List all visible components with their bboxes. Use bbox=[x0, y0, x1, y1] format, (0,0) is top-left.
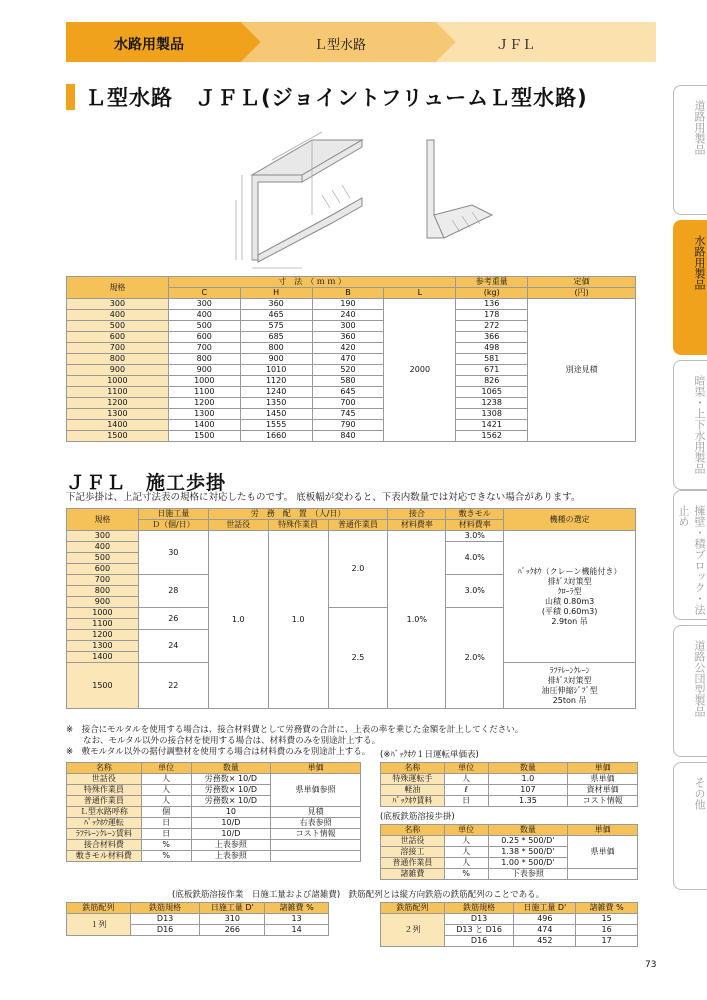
table-cell: 16 bbox=[576, 925, 638, 936]
side-tab-waterway[interactable]: 水路用製品 bbox=[673, 220, 707, 355]
arrangement-cell: ２列 bbox=[381, 914, 445, 947]
header-row bbox=[381, 903, 638, 914]
c-cell: 1200 bbox=[168, 398, 240, 409]
table-cell: コスト情報 bbox=[568, 796, 638, 807]
name-cell: 接合材料費 bbox=[67, 840, 142, 851]
rebar-table-1 bbox=[66, 902, 329, 936]
b-cell: 580 bbox=[312, 376, 384, 387]
th-l: L bbox=[384, 288, 456, 299]
weight-cell: 671 bbox=[456, 365, 528, 376]
empty-cell bbox=[568, 869, 638, 880]
column-header: 諸雑費 % bbox=[576, 903, 638, 914]
table-cell: 496 bbox=[514, 914, 576, 925]
unit-price-table bbox=[66, 762, 361, 862]
unit-cell: 人 bbox=[444, 847, 488, 858]
column-header: 数量 bbox=[488, 825, 568, 836]
table-row bbox=[381, 869, 638, 880]
table-row bbox=[67, 914, 329, 925]
th-kg: (kg) bbox=[456, 288, 528, 299]
name-cell: ﾊﾞｯｸﾎｳ運転 bbox=[67, 818, 142, 829]
l-cell: 2000 bbox=[384, 299, 456, 442]
column-header: 日施工量 D' bbox=[200, 903, 265, 914]
column-header: 名称 bbox=[381, 763, 445, 774]
name-cell: 特殊運転手 bbox=[381, 774, 445, 785]
rebar-table-2 bbox=[380, 902, 638, 947]
side-tab-culvert[interactable]: 暗渠・上下水用製品 bbox=[673, 360, 707, 490]
spec-cell: 1400 bbox=[67, 420, 169, 431]
h-cell: 1350 bbox=[240, 398, 312, 409]
table-cell: 15 bbox=[576, 914, 638, 925]
unit-cell: 個 bbox=[141, 807, 191, 818]
th-dimensions: 寸 法 （ ｍ ｍ ） bbox=[168, 277, 455, 288]
h-cell: 1120 bbox=[240, 376, 312, 387]
c-cell: 1500 bbox=[168, 431, 240, 442]
name-cell: 諸雑費 bbox=[381, 869, 445, 880]
th2-mortar2: 材料費率 bbox=[446, 520, 504, 531]
spec-cell: 500 bbox=[67, 321, 169, 332]
labor-table bbox=[66, 508, 636, 709]
qty-cell: 上表参照 bbox=[191, 840, 271, 851]
mortar-cell: 3.0% bbox=[446, 531, 504, 542]
table-cell: D13 と D16 bbox=[444, 925, 514, 936]
table-cell: 14 bbox=[265, 925, 329, 936]
unit-cell: % bbox=[141, 840, 191, 851]
th2-machine: 機種の選定 bbox=[504, 509, 636, 531]
breadcrumb-item-1[interactable]: 水路用製品 bbox=[114, 37, 184, 53]
h-cell: 900 bbox=[240, 354, 312, 365]
table-cell: 1.0 bbox=[488, 774, 568, 785]
name-cell: 軽油 bbox=[381, 785, 445, 796]
column-header: 単価 bbox=[568, 763, 638, 774]
unit-cell: 日 bbox=[141, 829, 191, 840]
arrangement-cell: １列 bbox=[67, 914, 131, 936]
table-row bbox=[381, 914, 638, 925]
h-cell: 1450 bbox=[240, 409, 312, 420]
note-line: なお、モルタル以外の接合材を使用する場合は、材料費のみを別途計上する。 bbox=[66, 736, 381, 746]
header-row bbox=[67, 903, 329, 914]
spec-cell: 1100 bbox=[67, 387, 169, 398]
spec-cell: 1500 bbox=[67, 663, 139, 709]
qty-cell: 下表参照 bbox=[488, 869, 568, 880]
spec-cell: 1300 bbox=[67, 409, 169, 420]
unit-cell: 人 bbox=[141, 774, 191, 785]
mortar-cell: 3.0% bbox=[446, 575, 504, 608]
spec-cell: 700 bbox=[67, 575, 139, 586]
table4-caption: (※ﾊﾞｯｸﾎｳ１日運転単価表) bbox=[380, 750, 479, 760]
b-cell: 190 bbox=[312, 299, 384, 310]
side-tab-highway[interactable]: 道路公団型製品 bbox=[673, 625, 707, 757]
tokushu-cell: 1.0 bbox=[268, 531, 328, 709]
c-cell: 700 bbox=[168, 343, 240, 354]
table-row bbox=[67, 299, 636, 310]
joint-cell: 1.0% bbox=[388, 531, 446, 709]
price-cell bbox=[271, 840, 361, 851]
unit-cell: 人 bbox=[141, 796, 191, 807]
column-header: 名称 bbox=[67, 763, 142, 774]
column-header: 単位 bbox=[141, 763, 191, 774]
section-title: ＪＦＬ 施工歩掛 bbox=[66, 472, 227, 494]
spec-cell: 1200 bbox=[67, 398, 169, 409]
futsu-cell: 2.5 bbox=[328, 608, 388, 709]
machine-line: 山積 0.80m3 bbox=[544, 596, 595, 606]
column-header: 鉄筋規格 bbox=[130, 903, 200, 914]
table-row bbox=[67, 807, 361, 818]
mortar-cell: 4.0% bbox=[446, 542, 504, 575]
h-cell: 575 bbox=[240, 321, 312, 332]
spec-cell: 1200 bbox=[67, 630, 139, 641]
spec-cell: 800 bbox=[67, 354, 169, 365]
b-cell: 300 bbox=[312, 321, 384, 332]
unit-cell: % bbox=[141, 851, 191, 862]
b-cell: 745 bbox=[312, 409, 384, 420]
unit-cell: 人 bbox=[444, 858, 488, 869]
sewa-cell: 1.0 bbox=[208, 531, 268, 709]
qty-cell: 労務数× 10/D bbox=[191, 796, 271, 807]
th-c: C bbox=[168, 288, 240, 299]
column-header: 鉄筋配列 bbox=[381, 903, 445, 914]
name-cell: 溶接工 bbox=[381, 847, 445, 858]
table-cell: D13 bbox=[444, 914, 514, 925]
th2-daily: 日施工量 bbox=[138, 509, 208, 520]
b-cell: 840 bbox=[312, 431, 384, 442]
table-cell: 266 bbox=[200, 925, 265, 936]
spec-cell: 900 bbox=[67, 365, 169, 376]
th2-labor: 労 務 配 置 （人/日） bbox=[208, 509, 388, 520]
machine-line: 25ton 吊 bbox=[552, 695, 587, 705]
unit-cell: % bbox=[444, 869, 488, 880]
c-cell: 1300 bbox=[168, 409, 240, 420]
name-cell: 特殊作業員 bbox=[67, 785, 142, 796]
price-cell: 見積 bbox=[271, 807, 361, 818]
price-cell: 別途見積 bbox=[528, 299, 636, 442]
spec-cell: 600 bbox=[67, 332, 169, 343]
table-row bbox=[381, 774, 638, 785]
th2-mortar: 敷きモル bbox=[446, 509, 504, 520]
table-cell: D16 bbox=[444, 936, 514, 947]
table-cell: D13 bbox=[130, 914, 200, 925]
qty-cell: 0.25 * 500/D' bbox=[488, 836, 568, 847]
table-cell: 310 bbox=[200, 914, 265, 925]
b-cell: 470 bbox=[312, 354, 384, 365]
price-cell: コスト情報 bbox=[271, 829, 361, 840]
h-cell: 685 bbox=[240, 332, 312, 343]
caption6: (底板鉄筋溶接作業 日施工量および諸雑費) 鉄筋配列とは縦方向鉄筋の鉄筋配列のことである。 bbox=[172, 890, 545, 900]
side-tab-other[interactable]: その他 bbox=[673, 762, 707, 890]
qty-cell: 労務数× 10/D bbox=[191, 774, 271, 785]
machine-line: 油圧伸縮ｼﾞﾌﾞ型 bbox=[541, 685, 598, 695]
qty-cell: 1.00 * 500/D' bbox=[488, 858, 568, 869]
header-row bbox=[381, 763, 638, 774]
machine-line: ﾊﾞｯｸﾎｳ（クレーン機能付き） bbox=[517, 566, 622, 576]
table-cell: 県単価 bbox=[568, 774, 638, 785]
c-cell: 800 bbox=[168, 354, 240, 365]
h-cell: 465 bbox=[240, 310, 312, 321]
spec-cell: 1400 bbox=[67, 652, 139, 663]
breadcrumb-item-2[interactable]: Ｌ型水路 bbox=[314, 38, 367, 53]
daily-cell: 22 bbox=[138, 663, 208, 709]
backhoe-table bbox=[380, 762, 638, 807]
spec-cell: 1300 bbox=[67, 641, 139, 652]
c-cell: 600 bbox=[168, 332, 240, 343]
h-cell: 1010 bbox=[240, 365, 312, 376]
qty-cell: 10/D bbox=[191, 818, 271, 829]
weight-cell: 581 bbox=[456, 354, 528, 365]
c-cell: 1400 bbox=[168, 420, 240, 431]
qty-cell: 上表参照 bbox=[191, 851, 271, 862]
side-tab-road[interactable]: 道路用製品 bbox=[673, 85, 707, 215]
b-cell: 790 bbox=[312, 420, 384, 431]
name-cell: Ｌ型水路呼称 bbox=[67, 807, 142, 818]
th2-daily-unit: Ｄ（個/日） bbox=[138, 520, 208, 531]
machine-line: 2.9ton 吊 bbox=[551, 616, 588, 626]
table-cell: D16 bbox=[130, 925, 200, 936]
weight-cell: 1238 bbox=[456, 398, 528, 409]
table-cell: 452 bbox=[514, 936, 576, 947]
column-header: 鉄筋配列 bbox=[67, 903, 131, 914]
breadcrumb bbox=[66, 22, 656, 62]
name-cell: 普通作業員 bbox=[67, 796, 142, 807]
table-cell: 17 bbox=[576, 936, 638, 947]
weight-cell: 272 bbox=[456, 321, 528, 332]
name-cell: ﾊﾞｯｸﾎｳ賃料 bbox=[381, 796, 445, 807]
page-number: 73 bbox=[645, 960, 657, 970]
h-cell: 360 bbox=[240, 299, 312, 310]
table-row bbox=[67, 829, 361, 840]
th2-tokushu: 特殊作業員 bbox=[268, 520, 328, 531]
machine-line: 排ｶﾞｽ対策型 bbox=[547, 675, 592, 685]
th-spec: 規格 bbox=[67, 277, 169, 299]
column-header: 名称 bbox=[381, 825, 445, 836]
futsu-cell: 2.0 bbox=[328, 531, 388, 608]
price-cell bbox=[271, 851, 361, 862]
daily-cell: 24 bbox=[138, 630, 208, 663]
c-cell: 500 bbox=[168, 321, 240, 332]
name-cell: 敷きモル材料費 bbox=[67, 851, 142, 862]
th-h: H bbox=[240, 288, 312, 299]
table-cell: 474 bbox=[514, 925, 576, 936]
h-cell: 1240 bbox=[240, 387, 312, 398]
unit-cell: 日 bbox=[141, 818, 191, 829]
page-title bbox=[66, 84, 588, 110]
machine-line: 排ｶﾞｽ対策型 bbox=[547, 576, 592, 586]
c-cell: 1100 bbox=[168, 387, 240, 398]
column-header: 鉄筋規格 bbox=[444, 903, 514, 914]
b-cell: 420 bbox=[312, 343, 384, 354]
daily-cell: 26 bbox=[138, 608, 208, 630]
th-b: B bbox=[312, 288, 384, 299]
h-cell: 1555 bbox=[240, 420, 312, 431]
column-header: 単位 bbox=[444, 763, 488, 774]
column-header: 単価 bbox=[568, 825, 638, 836]
b-cell: 700 bbox=[312, 398, 384, 409]
column-header: 数量 bbox=[488, 763, 568, 774]
mortar-cell: 2.0% bbox=[446, 608, 504, 709]
welding-table bbox=[380, 824, 638, 880]
table-row bbox=[381, 836, 638, 847]
column-header: 諸雑費 % bbox=[265, 903, 329, 914]
table-cell: 資材単価 bbox=[568, 785, 638, 796]
spec-cell: 600 bbox=[67, 564, 139, 575]
note-line: ※ 接合にモルタルを使用する場合は、接合材料費として労務費の合計に、上表の率を乗じた金額を計上してください。 bbox=[66, 725, 524, 735]
machine-cell-2 bbox=[504, 663, 636, 709]
b-cell: 360 bbox=[312, 332, 384, 343]
page-title-text: Ｌ型水路 ＪＦＬ(ジョイントフリュームＬ型水路) bbox=[85, 86, 588, 110]
table-row bbox=[67, 840, 361, 851]
th-yen: (円) bbox=[528, 288, 636, 299]
column-header: 単価 bbox=[271, 763, 361, 774]
spec-cell: 300 bbox=[67, 299, 169, 310]
table-cell: ℓ bbox=[444, 785, 488, 796]
spec-cell: 1000 bbox=[67, 608, 139, 619]
table-cell: 日 bbox=[444, 796, 488, 807]
column-header: 単位 bbox=[444, 825, 488, 836]
table-row bbox=[381, 796, 638, 807]
spec-cell: 400 bbox=[67, 542, 139, 553]
name-cell: ﾗﾌﾃﾚｰﾝｸﾚｰﾝ賃料 bbox=[67, 829, 142, 840]
machine-line: (平積 0.60m3) bbox=[541, 606, 598, 616]
b-cell: 645 bbox=[312, 387, 384, 398]
table-cell: 人 bbox=[444, 774, 488, 785]
daily-cell: 28 bbox=[138, 575, 208, 608]
daily-cell: 30 bbox=[138, 531, 208, 575]
table-cell: 1.35 bbox=[488, 796, 568, 807]
th-weight: 参考重量 bbox=[456, 277, 528, 288]
machine-cell-1 bbox=[504, 531, 636, 663]
weight-cell: 1065 bbox=[456, 387, 528, 398]
weight-cell: 826 bbox=[456, 376, 528, 387]
spec-cell: 800 bbox=[67, 586, 139, 597]
c-cell: 900 bbox=[168, 365, 240, 376]
table-row bbox=[381, 785, 638, 796]
th2-futsu: 普通作業員 bbox=[328, 520, 388, 531]
table-cell: 13 bbox=[265, 914, 329, 925]
breadcrumb-item-3[interactable]: ＪＦＬ bbox=[496, 38, 536, 53]
spec-cell: 1100 bbox=[67, 619, 139, 630]
price-cell: 県単価参照 bbox=[271, 774, 361, 807]
th2-joint: 接合 bbox=[388, 509, 446, 520]
name-cell: 世話役 bbox=[381, 836, 445, 847]
table-cell: 107 bbox=[488, 785, 568, 796]
product-drawing bbox=[212, 120, 502, 280]
th-price: 定価 bbox=[528, 277, 636, 288]
dimension-table bbox=[66, 276, 636, 442]
unit-cell: 人 bbox=[444, 836, 488, 847]
spec-cell: 300 bbox=[67, 531, 139, 542]
spec-cell: 700 bbox=[67, 343, 169, 354]
b-cell: 240 bbox=[312, 310, 384, 321]
weight-cell: 178 bbox=[456, 310, 528, 321]
weight-cell: 1421 bbox=[456, 420, 528, 431]
c-cell: 400 bbox=[168, 310, 240, 321]
weight-cell: 136 bbox=[456, 299, 528, 310]
price-cell: 右表参照 bbox=[271, 818, 361, 829]
title-accent-bar bbox=[66, 84, 75, 110]
spec-cell: 1000 bbox=[67, 376, 169, 387]
weight-cell: 1308 bbox=[456, 409, 528, 420]
h-cell: 800 bbox=[240, 343, 312, 354]
table-row bbox=[67, 851, 361, 862]
weight-cell: 366 bbox=[456, 332, 528, 343]
table-row bbox=[67, 818, 361, 829]
machine-line: ﾗﾌﾃﾚｰﾝｸﾚｰﾝ bbox=[549, 665, 590, 675]
b-cell: 520 bbox=[312, 365, 384, 376]
header-row bbox=[381, 825, 638, 836]
name-cell: 普通作業員 bbox=[381, 858, 445, 869]
column-header: 数量 bbox=[191, 763, 271, 774]
column-header: 日施工量 D' bbox=[514, 903, 576, 914]
table-row bbox=[67, 774, 361, 785]
h-cell: 1660 bbox=[240, 431, 312, 442]
qty-cell: 10 bbox=[191, 807, 271, 818]
weight-cell: 1562 bbox=[456, 431, 528, 442]
weight-cell: 498 bbox=[456, 343, 528, 354]
th2-joint2: 材料費率 bbox=[388, 520, 446, 531]
qty-cell: 労務数× 10/D bbox=[191, 785, 271, 796]
spec-cell: 900 bbox=[67, 597, 139, 608]
note-line: ※ 敷モルタル以外の据付調整材を使用する場合は材料費のみを別途計上する。 bbox=[66, 747, 371, 757]
header-row bbox=[67, 763, 361, 774]
qty-cell: 10/D bbox=[191, 829, 271, 840]
name-cell: 世話役 bbox=[67, 774, 142, 785]
table5-caption: (底板鉄筋溶接歩掛) bbox=[380, 812, 455, 822]
c-cell: 300 bbox=[168, 299, 240, 310]
spec-cell: 1500 bbox=[67, 431, 169, 442]
th2-sewa: 世話役 bbox=[208, 520, 268, 531]
c-cell: 1000 bbox=[168, 376, 240, 387]
unit-cell: 人 bbox=[141, 785, 191, 796]
spec-cell: 400 bbox=[67, 310, 169, 321]
th2-spec: 規格 bbox=[67, 509, 139, 531]
spec-cell: 500 bbox=[67, 553, 139, 564]
price-cell: 県単価 bbox=[568, 836, 638, 869]
qty-cell: 1.38 * 500/D' bbox=[488, 847, 568, 858]
section-description: 下記歩掛は、上記寸法表の規格に対応したものです。 底板幅が変わると、下表内数量では対応できない場合があります。 bbox=[66, 492, 581, 503]
machine-line: ｸﾛｰﾗ型 bbox=[557, 586, 582, 596]
side-tab-retaining[interactable]: 擁壁・積ブロック・法止め bbox=[673, 490, 707, 620]
